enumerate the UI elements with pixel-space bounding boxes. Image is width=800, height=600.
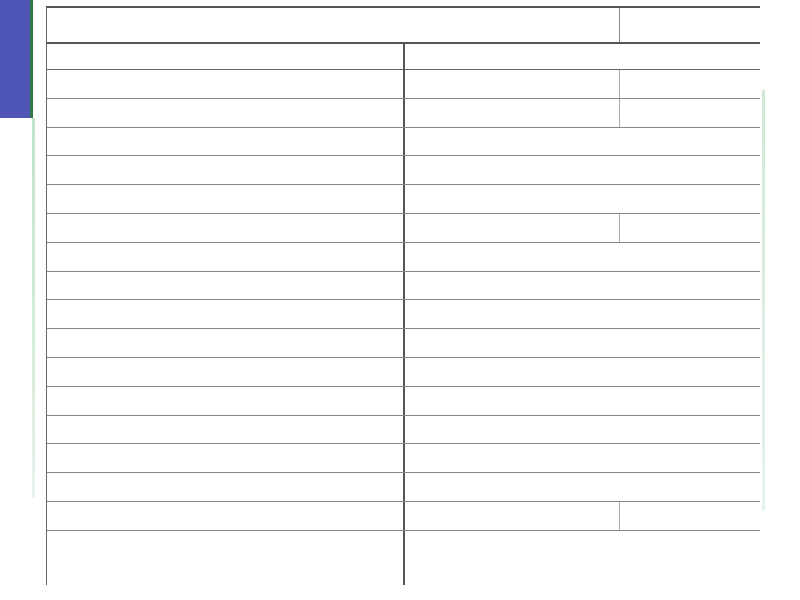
- table-row: [47, 358, 760, 387]
- table-row: [47, 128, 760, 157]
- right-cell: [411, 502, 757, 530]
- table-row: [47, 329, 760, 358]
- right-cell: [411, 185, 757, 213]
- right-cell: [411, 358, 757, 386]
- table-row: [47, 444, 760, 473]
- left-cell: [53, 185, 401, 213]
- table-row: [47, 214, 760, 243]
- slide-accent-line: [30, 0, 33, 118]
- left-cell: [53, 444, 401, 472]
- right-cell: [411, 128, 757, 156]
- left-cell: [53, 272, 401, 300]
- table-body: [47, 70, 760, 531]
- header-empiricism: [47, 44, 403, 69]
- left-cell: [53, 128, 401, 156]
- right-cell: [411, 156, 757, 184]
- comparison-table: [46, 6, 760, 585]
- right-cell: [411, 214, 757, 242]
- left-cell: [53, 502, 401, 530]
- slide-accent-bar: [0, 0, 30, 118]
- right-cell: [411, 243, 757, 271]
- left-cell: [53, 156, 401, 184]
- table-row: [47, 99, 760, 128]
- right-cell: [411, 70, 757, 98]
- table-row: [47, 416, 760, 445]
- cell-inner-divider: [619, 214, 620, 242]
- left-cell: [53, 99, 401, 127]
- table-row: [47, 272, 760, 301]
- right-cell: [411, 444, 757, 472]
- cell-inner-divider: [619, 99, 620, 127]
- table-row: [47, 502, 760, 531]
- left-cell: [53, 300, 401, 328]
- left-cell: [53, 70, 401, 98]
- left-cell: [53, 416, 401, 444]
- table-row: [47, 300, 760, 329]
- right-cell: [411, 416, 757, 444]
- slide-side-line-left: [32, 118, 35, 498]
- right-cell: [411, 473, 757, 501]
- table-title: [47, 8, 619, 42]
- table-row: [47, 243, 760, 272]
- slide-side-line-right: [762, 90, 765, 510]
- table-row: [47, 185, 760, 214]
- right-cell: [411, 99, 757, 127]
- table-row: [47, 473, 760, 502]
- left-cell: [53, 387, 401, 415]
- right-cell: [411, 329, 757, 357]
- header-rationalism: [405, 44, 760, 69]
- left-cell: [53, 243, 401, 271]
- cell-inner-divider: [619, 70, 620, 98]
- left-cell: [53, 329, 401, 357]
- table-row: [47, 156, 760, 185]
- table-title-row: [47, 8, 760, 44]
- left-cell: [53, 214, 401, 242]
- title-empty-cell: [619, 8, 620, 42]
- table-row: [47, 387, 760, 416]
- right-cell: [411, 300, 757, 328]
- left-cell: [53, 473, 401, 501]
- right-cell: [411, 387, 757, 415]
- cell-inner-divider: [619, 502, 620, 530]
- right-cell: [411, 272, 757, 300]
- table-row: [47, 70, 760, 99]
- left-cell: [53, 358, 401, 386]
